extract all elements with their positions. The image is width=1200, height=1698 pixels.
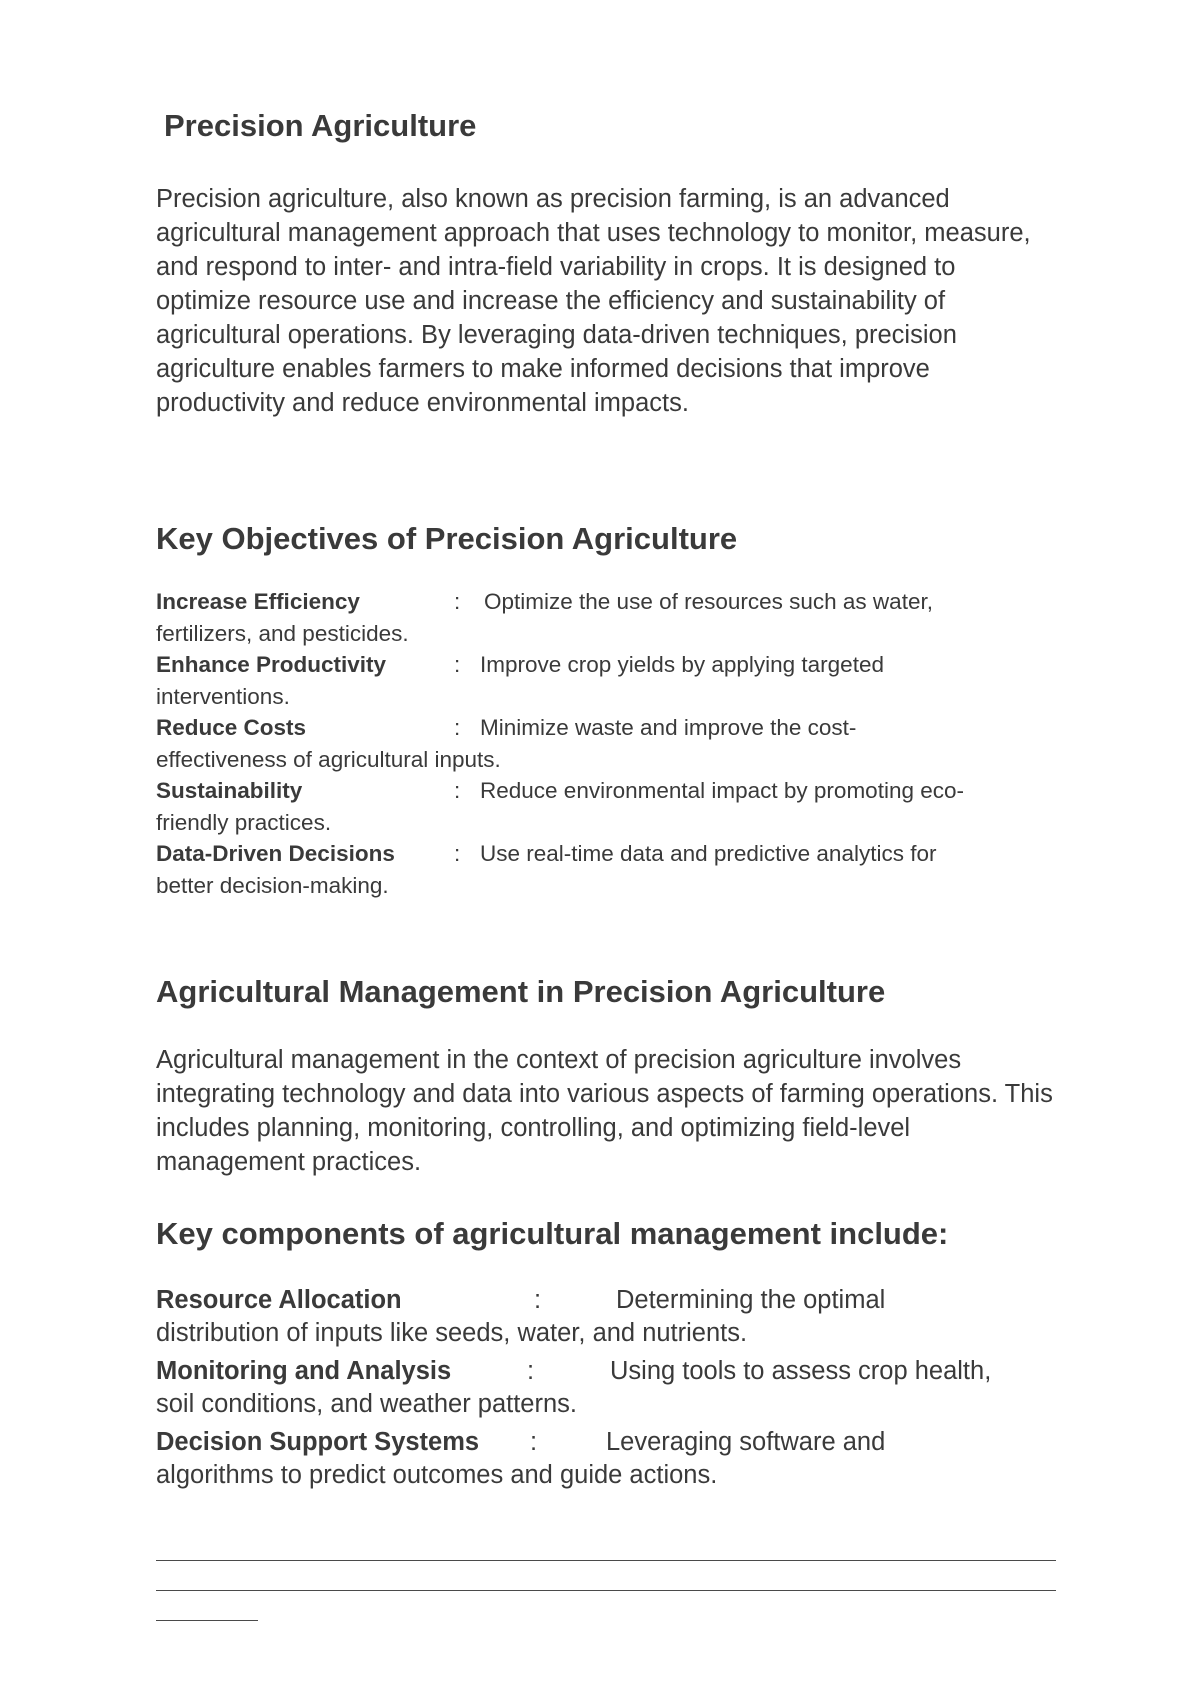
objective-item [156,775,1056,838]
intro-paragraph: Precision agriculture, also known as precision farming, is an advanced agricultural management approach that uses technology to monitor, measure, and respond to inter- and intra-field variability in crops. It is designed to optimize resource use and increase the efficiency and sustainability of agricultural operations. By leveraging data-driven techniques, precision agriculture enables farmers to make informed decisions that improve productivity and reduce environmental impacts. [156,185,1031,417]
objective-description: Improve crop yields by applying targeted [480,652,884,677]
component-separator: : [527,1357,535,1385]
objective-term: Data-Driven Decisions [156,841,395,866]
objective-separator: : [454,652,461,677]
objective-item [156,712,1056,775]
objective-description-continued: fertilizers, and pesticides. [156,620,409,646]
component-item [156,1426,1056,1497]
objective-term: Increase Efficiency [156,589,360,614]
components-list [156,1284,1056,1497]
management-heading: Agricultural Management in Precision Agriculture [156,974,886,1009]
component-separator: : [534,1286,542,1314]
component-description-continued: distribution of inputs like seeds, water, and nutrients. [156,1319,748,1347]
component-separator: : [530,1428,538,1456]
objective-term: Sustainability [156,778,303,803]
objective-description-continued: friendly practices. [156,809,332,835]
objective-separator: : [454,841,461,866]
objective-description: Optimize the use of resources such as water, [484,589,933,614]
component-description: Leveraging software and [606,1428,886,1456]
objective-description-continued: better decision-making. [156,872,389,898]
objectives-heading: Key Objectives of Precision Agriculture [156,521,738,556]
objective-item [156,649,1056,712]
objective-description-continued: interventions. [156,683,290,709]
component-term: Decision Support Systems [156,1428,480,1456]
component-item [156,1284,1056,1355]
blank-writing-line [156,1620,258,1621]
objective-description-continued: effectiveness of agricultural inputs. [156,746,501,772]
objective-description: Use real-time data and predictive analytics for [480,841,937,866]
management-paragraph: Agricultural management in the context of precision agriculture involves integrating technology and data into various aspects of farming operations. This includes planning, monitoring, controlling, and optimizing field-level management practices. [156,1046,1053,1176]
objective-item [156,586,1056,649]
page-title: Precision Agriculture [164,108,477,143]
objectives-list [156,586,1056,901]
objective-description: Reduce environmental impact by promoting eco- [480,778,964,803]
component-description-continued: soil conditions, and weather patterns. [156,1390,577,1418]
objective-description: Minimize waste and improve the cost- [480,715,857,740]
component-item [156,1355,1056,1426]
objective-separator: : [454,778,461,803]
objective-term: Reduce Costs [156,715,307,740]
objective-item [156,838,1056,901]
objective-term: Enhance Productivity [156,652,387,677]
component-description: Determining the optimal [616,1286,886,1314]
blank-writing-line [156,1560,1056,1561]
component-term: Monitoring and Analysis [156,1357,452,1385]
objective-separator: : [454,589,461,614]
components-heading: Key components of agricultural management include: [156,1216,949,1251]
blank-writing-line [156,1590,1056,1591]
component-description-continued: algorithms to predict outcomes and guide actions. [156,1461,718,1489]
component-description: Using tools to assess crop health, [610,1357,992,1385]
objective-separator: : [454,715,461,740]
component-term: Resource Allocation [156,1286,402,1314]
